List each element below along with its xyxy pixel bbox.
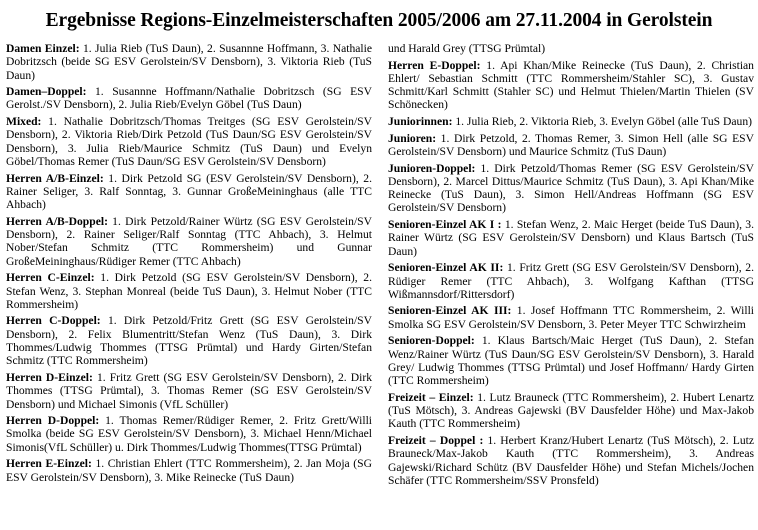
category-results: 1. Klaus Bartsch/Maic Herget (TuS Daun), 2. Stefan Wenz/Rainer Würtz (TuS Daun/SG ESV Gerolstein/SV Densborn), 3. Harald Grey/ Ludwig Thommes (TTSG Prümtal) und Josef Hoffmann/ Hardy Girten (TTC Rommersheim) <box>388 334 754 388</box>
category-results: 1. Dirk Petzold SG (ESV Gerolstein/SV Densborn), 2. Rainer Seliger, 3. Ralf Sonntag, 3. Gunnar GroßeMeininghaus (alle TTC Ahbach) <box>6 171 372 212</box>
category-heading: Mixed: <box>6 115 42 129</box>
category-results: 1. Dirk Petzold/Thomas Remer (SG ESV Gerolstein/SV Densborn), 2. Marcel Dittus/Maurice Schmitz (TuS Daun), 3. Api Khan/Mike Reinecke (TuS Daun), 3. Simon Hell/Andreas Hoffmann (SG ESV Gerolstein/SV Densborn) <box>388 161 754 215</box>
page-title: Ergebnisse Regions-Einzelmeisterschaften 2005/2006 am 27.11.2004 in Gerolstein <box>45 10 713 31</box>
category-heading: Senioren-Einzel AK III: <box>388 304 512 318</box>
category-results: 1. Dirk Petzold (SG ESV Gerolstein/SV Densborn), 2. Stefan Wenz, 3. Stephan Monreal (beide TuS Daun), 3. Helmut Nober (TTC Rommersheim) <box>6 271 372 311</box>
category-heading: Juniorinnen: <box>388 115 453 129</box>
result-entry <box>6 271 372 311</box>
category-results: 1. Stefan Wenz, 2. Maic Herget (beide TuS Daun), 3. Rainer Würtz (SG ESV Gerolstein/SV Densborn) und Klaus Bartsch (TuS Daun) <box>388 218 754 258</box>
category-results: 1. Herbert Kranz/Hubert Lenartz (TuS Mötsch), 2. Lutz Brauneck/Max-Jakob Kauth (TTC Rommersheim), 3. Andreas Gajewski/Richard Schütz (BV Dausfelder Höhe) und Stefan Michels/Jochen Schäfer (TTC Rommersheim/SSV Pronsfeld) <box>388 433 755 487</box>
result-entry <box>388 132 754 159</box>
result-entry <box>388 115 754 128</box>
category-results: 1. Dirk Petzold/Rainer Würtz (SG ESV Gerolstein/SV Densborn), 2. Rainer Seliger/Ralf Sonntag (TTC Ahbach), 3. Helmut Nober/Stefan Schmitz (TTC Rommersheim) und Gunnar GroßeMeininghaus/Rüdiger Remer (TTC Ahbach) <box>6 214 372 268</box>
category-results: 1. Lutz Brauneck (TTC Rommersheim), 2. Hubert Lenartz (TuS Mötsch), 3. Andreas Gajewski (BV Dausfelder Höhe) und Max-Jakob Kauth (TTC Rommersheim) <box>388 390 754 431</box>
result-entry <box>6 42 372 82</box>
category-results: 1. Julia Rieb (TuS Daun), 2. Susannne Hoffmann, 3. Nathalie Dobritzsch (beide SG ESV Gerolstein/SV Densborn), 3. Viktoria Rieb (TuS Daun) <box>6 42 372 82</box>
category-heading: Herren E-Einzel: <box>6 457 92 471</box>
category-results: 1. Api Khan/Mike Reinecke (TuS Daun), 2. Christian Ehlert/ Sebastian Schmitt (TTC Rommersheim/Stahler SC), 3. Gustav Schmitt/Karl Schmitt (Stahler SC) und Helmut Thielen/Martin Thielen (SV Schönecken) <box>388 58 754 112</box>
category-heading: Herren D-Doppel: <box>6 414 100 428</box>
results-column-left <box>6 42 372 487</box>
result-entry <box>388 162 754 215</box>
result-entry <box>388 334 754 387</box>
result-entry <box>388 261 754 301</box>
result-entry <box>388 218 754 258</box>
category-heading: Junioren: <box>388 131 437 145</box>
result-entry <box>6 314 372 367</box>
category-results: 1. Christian Ehlert (TTC Rommersheim), 2. Jan Moja (SG ESV Gerolstein/SV Densborn), 3. Mike Reinecke (TuS Daun) <box>6 457 372 484</box>
result-entry <box>6 85 372 112</box>
category-heading: Freizeit – Doppel : <box>388 433 484 447</box>
category-heading: Herren C-Doppel: <box>6 314 101 328</box>
category-heading: Herren A/B-Einzel: <box>6 171 104 185</box>
category-results: und Harald Grey (TTSG Prümtal) <box>388 42 546 55</box>
category-results: 1. Fritz Grett (SG ESV Gerolstein/SV Densborn), 2. Rüdiger Remer (TTC Ahbach), 3. Wolfgang Kafthan (TTSG Wißmannsdorf/Rittersdorf) <box>388 261 754 301</box>
category-heading: Junioren-Doppel: <box>388 161 476 175</box>
result-entry <box>6 414 372 454</box>
category-results: 1. Dirk Petzold, 2. Thomas Remer, 3. Simon Hell (alle SG ESV Gerolstein/SV Densborn) und Maurice Schmitz (TuS Daun) <box>388 131 754 158</box>
result-entry <box>6 215 372 268</box>
result-entry <box>6 371 372 411</box>
result-entry <box>388 304 754 331</box>
category-heading: Herren A/B-Doppel: <box>6 214 108 228</box>
category-results: 1. Susannne Hoffmann/Nathalie Dobritzsch (SG ESV Gerolst./SV Densborn), 2. Julia Rieb/Evelyn Göbel (TuS Daun) <box>6 85 372 112</box>
category-heading: Herren D-Einzel: <box>6 370 93 384</box>
category-heading: Senioren-Einzel AK I : <box>388 218 502 232</box>
category-results: 1. Julia Rieb, 2. Viktoria Rieb, 3. Evelyn Göbel (alle TuS Daun) <box>452 115 752 129</box>
category-results: 1. Dirk Petzold/Fritz Grett (SG ESV Gerolstein/SV Densborn), 2. Felix Blumentritt/Stefan Wenz (TuS Daun), 3. Dirk Thommes/Ludwig Thommes (TTSG Prümtal) und Hardy Girten/Stefan Schmitz (TTC Rommersheim) <box>6 314 372 368</box>
result-entry <box>388 434 754 487</box>
results-column-right <box>388 42 754 490</box>
category-heading: Herren E-Doppel: <box>388 58 481 72</box>
result-entry <box>388 59 754 112</box>
category-results: 1. Fritz Grett (SG ESV Gerolstein/SV Densborn), 2. Dirk Thommes (TTSG Prümtal), 3. Thomas Remer (SG ESV Gerolstein/SV Densborn) und Michael Simonis (VfL Schüller) <box>6 370 372 411</box>
category-heading: Herren C-Einzel: <box>6 271 95 285</box>
result-entry <box>6 457 372 484</box>
category-results: 1. Thomas Remer/Rüdiger Remer, 2. Fritz Grett/Willi Smolka (beide SG ESV Gerolstein/SV Densborn), 3. Michael Henn/Michael Simonis(VfL Schüller) u. Dirk Thommes/Ludwig Thommes(TTSG Prümtal) <box>6 414 373 454</box>
category-heading: Damen Einzel: <box>6 42 80 55</box>
result-entry-continued <box>388 42 754 55</box>
result-entry <box>6 115 372 168</box>
result-entry <box>388 391 754 431</box>
category-heading: Damen–Doppel: <box>6 85 87 99</box>
result-entry <box>6 172 372 212</box>
category-heading: Senioren-Einzel AK II: <box>388 261 504 275</box>
category-heading: Freizeit – Einzel: <box>388 390 474 404</box>
category-heading: Senioren-Doppel: <box>388 334 475 348</box>
category-results: 1. Nathalie Dobritzsch/Thomas Treitges (SG ESV Gerolstein/SV Densborn), 2. Viktoria Rieb/Dirk Petzold (TuS Daun/SG ESV Gerolstein/SV Densborn), 3. Julia Rieb/Maurice Schmitz (TuS Daun) und Evelyn Göbel/Thomas Remer (TuS Daun/SG ESV Gerolstein/SV Densborn) <box>6 115 372 168</box>
category-results: 1. Josef Hoffmann TTC Rommersheim, 2. Willi Smolka SG ESV Gerolstein/SV Densborn, 3. Peter Meyer TTC Schwirzheim <box>388 304 755 331</box>
